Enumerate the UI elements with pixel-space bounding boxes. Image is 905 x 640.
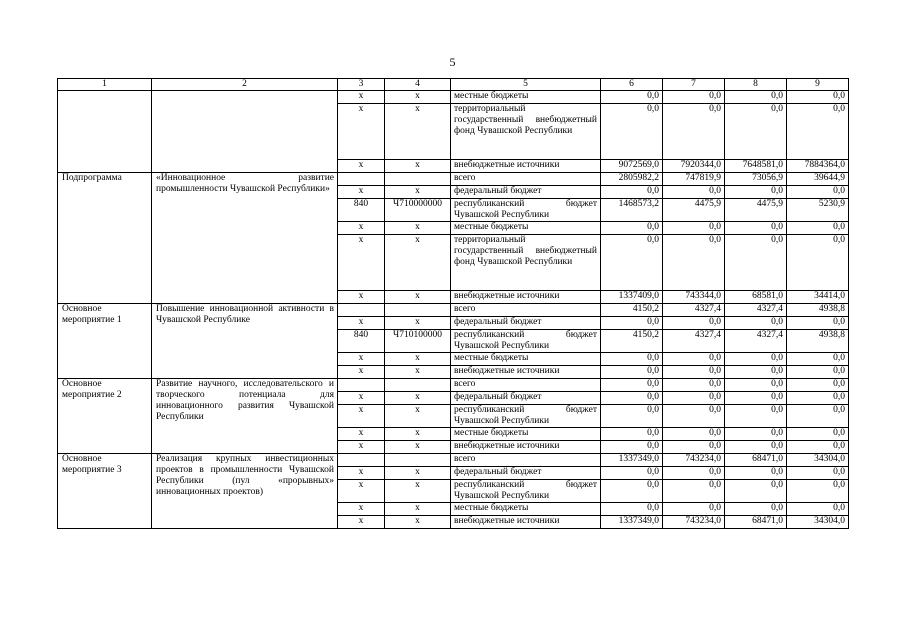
amount-cell: 0,0 [725,392,787,405]
ministry-code-cell: x [338,317,385,330]
ministry-code-cell: x [338,392,385,405]
amount-cell: 9072569,0 [601,160,663,173]
amount-cell: 4938,8 [787,304,849,317]
program-name-cell: «Инновационное развитие промышленности Чувашской Республики» [152,173,338,304]
funding-source-cell: местные бюджеты [451,503,601,516]
amount-cell: 0,0 [787,503,849,516]
ministry-code-cell: x [338,428,385,441]
budget-code-cell: x [385,235,451,291]
table-row [58,379,849,392]
ministry-code-cell: x [338,366,385,379]
header-cell: 2 [152,79,338,91]
amount-cell: 4475,9 [663,199,725,222]
amount-cell: 5230,9 [787,199,849,222]
budget-code-cell: x [385,428,451,441]
budget-code-cell: x [385,366,451,379]
budget-code-cell: x [385,392,451,405]
amount-cell: 0,0 [663,379,725,392]
amount-cell: 4327,4 [663,330,725,353]
budget-code-cell [385,304,451,317]
program-name-cell: Повышение инновационной активности в Чувашской Республике [152,304,338,379]
amount-cell: 743234,0 [663,516,725,529]
ministry-code-cell: x [338,441,385,454]
budget-code-cell: x [385,222,451,235]
budget-code-cell: Ч710100000 [385,330,451,353]
amount-cell: 0,0 [787,428,849,441]
amount-cell: 0,0 [601,503,663,516]
amount-cell: 0,0 [787,480,849,503]
budget-code-cell: x [385,91,451,104]
funding-source-cell: территориальный государственный внебюджетный фонд Чувашской Республики [451,235,601,291]
amount-cell: 0,0 [601,392,663,405]
amount-cell: 0,0 [663,353,725,366]
amount-cell: 0,0 [663,441,725,454]
header-cell: 3 [338,79,385,91]
budget-code-cell [385,454,451,467]
ministry-code-cell: x [338,467,385,480]
budget-code-cell: x [385,353,451,366]
funding-source-cell: республиканский бюджет Чувашской Республики [451,480,601,503]
amount-cell: 0,0 [601,235,663,291]
amount-cell: 0,0 [601,366,663,379]
ministry-code-cell: x [338,186,385,199]
ministry-code-cell: x [338,160,385,173]
amount-cell: 4938,8 [787,330,849,353]
amount-cell: 4150,2 [601,304,663,317]
amount-cell: 0,0 [663,480,725,503]
funding-source-cell: федеральный бюджет [451,186,601,199]
amount-cell: 0,0 [787,467,849,480]
amount-cell: 0,0 [601,379,663,392]
ministry-code-cell: x [338,291,385,304]
ministry-code-cell [338,379,385,392]
amount-cell: 0,0 [787,379,849,392]
ministry-code-cell: x [338,91,385,104]
amount-cell: 0,0 [663,428,725,441]
amount-cell: 39644,9 [787,173,849,186]
header-cell: 6 [601,79,663,91]
table-row [58,454,849,467]
amount-cell: 0,0 [787,405,849,428]
budget-code-cell: x [385,503,451,516]
amount-cell: 4150,2 [601,330,663,353]
funding-source-cell: всего [451,304,601,317]
amount-cell: 0,0 [601,405,663,428]
amount-cell: 0,0 [663,392,725,405]
funding-source-cell: республиканский бюджет Чувашской Республики [451,330,601,353]
funding-source-cell: внебюджетные источники [451,516,601,529]
budget-code-cell: x [385,405,451,428]
amount-cell: 0,0 [787,392,849,405]
page-number: 5 [449,55,456,69]
amount-cell: 743344,0 [663,291,725,304]
amount-cell: 0,0 [601,428,663,441]
amount-cell: 0,0 [601,441,663,454]
amount-cell: 0,0 [663,317,725,330]
amount-cell: 0,0 [601,467,663,480]
amount-cell: 0,0 [601,91,663,104]
funding-source-cell: местные бюджеты [451,91,601,104]
amount-cell: 34304,0 [787,454,849,467]
ministry-code-cell: x [338,104,385,160]
amount-cell: 0,0 [601,480,663,503]
amount-cell: 0,0 [787,366,849,379]
funding-source-cell: внебюджетные источники [451,160,601,173]
amount-cell: 743234,0 [663,454,725,467]
ministry-code-cell: 840 [338,330,385,353]
amount-cell: 0,0 [663,405,725,428]
amount-cell: 0,0 [663,222,725,235]
funding-source-cell: федеральный бюджет [451,467,601,480]
ministry-code-cell: 840 [338,199,385,222]
amount-cell: 0,0 [725,441,787,454]
funding-source-cell: местные бюджеты [451,428,601,441]
header-cell: 8 [725,79,787,91]
amount-cell: 7648581,0 [725,160,787,173]
program-name-cell [152,91,338,173]
funding-source-cell: местные бюджеты [451,353,601,366]
amount-cell: 0,0 [601,186,663,199]
ministry-code-cell [338,173,385,186]
ministry-code-cell: x [338,480,385,503]
amount-cell: 68471,0 [725,454,787,467]
budget-code-cell: x [385,160,451,173]
header-cell: 5 [451,79,601,91]
amount-cell: 4327,4 [663,304,725,317]
budget-code-cell: x [385,186,451,199]
amount-cell: 4475,9 [725,199,787,222]
amount-cell: 68471,0 [725,516,787,529]
table-row [58,173,849,186]
amount-cell: 0,0 [725,104,787,160]
amount-cell: 68581,0 [725,291,787,304]
funding-source-cell: местные бюджеты [451,222,601,235]
amount-cell: 0,0 [725,405,787,428]
funding-source-cell: всего [451,173,601,186]
amount-cell: 0,0 [725,353,787,366]
amount-cell: 0,0 [725,186,787,199]
amount-cell: 0,0 [601,353,663,366]
amount-cell: 0,0 [663,186,725,199]
amount-cell: 1337409,0 [601,291,663,304]
table-body [58,79,849,529]
ministry-code-cell [338,454,385,467]
budget-code-cell [385,173,451,186]
budget-code-cell: x [385,441,451,454]
ministry-code-cell: x [338,516,385,529]
funding-source-cell: внебюджетные источники [451,366,601,379]
funding-source-cell: всего [451,454,601,467]
amount-cell: 0,0 [787,235,849,291]
table-row [58,304,849,317]
amount-cell: 0,0 [663,91,725,104]
amount-cell: 7884364,0 [787,160,849,173]
amount-cell: 0,0 [725,235,787,291]
table-row [58,91,849,104]
program-type-cell [58,91,152,173]
amount-cell: 0,0 [787,186,849,199]
amount-cell: 2805982,2 [601,173,663,186]
ministry-code-cell: x [338,235,385,291]
ministry-code-cell: x [338,503,385,516]
amount-cell: 0,0 [725,366,787,379]
funding-source-cell: всего [451,379,601,392]
amount-cell: 34414,0 [787,291,849,304]
funding-source-cell: внебюджетные источники [451,441,601,454]
program-type-cell: Подпрограмма [58,173,152,304]
amount-cell: 0,0 [725,467,787,480]
ministry-code-cell: x [338,222,385,235]
amount-cell: 0,0 [787,91,849,104]
budget-table [57,78,849,529]
amount-cell: 34304,0 [787,516,849,529]
budget-code-cell: x [385,104,451,160]
amount-cell: 1468573,2 [601,199,663,222]
ministry-code-cell: x [338,353,385,366]
amount-cell: 0,0 [663,366,725,379]
funding-source-cell: федеральный бюджет [451,317,601,330]
amount-cell: 0,0 [725,379,787,392]
amount-cell: 0,0 [663,104,725,160]
amount-cell: 0,0 [787,353,849,366]
ministry-code-cell [338,304,385,317]
budget-code-cell: x [385,480,451,503]
amount-cell: 4327,4 [725,330,787,353]
budget-code-cell: Ч710000000 [385,199,451,222]
amount-cell: 0,0 [601,317,663,330]
amount-cell: 0,0 [725,428,787,441]
funding-source-cell: территориальный государственный внебюджетный фонд Чувашской Республики [451,104,601,160]
amount-cell: 1337349,0 [601,454,663,467]
amount-cell: 0,0 [725,317,787,330]
ministry-code-cell: x [338,405,385,428]
amount-cell: 4327,4 [725,304,787,317]
amount-cell: 0,0 [725,503,787,516]
amount-cell: 0,0 [601,222,663,235]
amount-cell: 747819,9 [663,173,725,186]
program-type-cell: Основное мероприятие 1 [58,304,152,379]
amount-cell: 0,0 [725,480,787,503]
budget-code-cell: x [385,516,451,529]
header-cell: 7 [663,79,725,91]
amount-cell: 0,0 [725,222,787,235]
amount-cell: 0,0 [663,467,725,480]
header-cell: 4 [385,79,451,91]
amount-cell: 0,0 [787,441,849,454]
amount-cell: 7920344,0 [663,160,725,173]
program-name-cell: Развитие научного, исследовательского и творческого потенциала для инновационного развития Чувашской Республики [152,379,338,454]
amount-cell: 0,0 [787,104,849,160]
amount-cell: 0,0 [725,91,787,104]
program-type-cell: Основное мероприятие 2 [58,379,152,454]
program-name-cell: Реализация крупных инвестиционных проектов в промышленности Чувашской Республики (пул «прорывных» инновационных проектов) [152,454,338,529]
budget-code-cell [385,379,451,392]
header-cell: 1 [58,79,152,91]
amount-cell: 73056,9 [725,173,787,186]
funding-source-cell: республиканский бюджет Чувашской Республики [451,199,601,222]
budget-code-cell: x [385,291,451,304]
amount-cell: 0,0 [601,104,663,160]
program-type-cell: Основное мероприятие 3 [58,454,152,529]
budget-code-cell: x [385,317,451,330]
header-cell: 9 [787,79,849,91]
amount-cell: 0,0 [787,222,849,235]
funding-source-cell: федеральный бюджет [451,392,601,405]
amount-cell: 0,0 [663,235,725,291]
budget-code-cell: x [385,467,451,480]
amount-cell: 0,0 [787,317,849,330]
header-row [58,79,849,91]
amount-cell: 0,0 [663,503,725,516]
funding-source-cell: республиканский бюджет Чувашской Республики [451,405,601,428]
amount-cell: 1337349,0 [601,516,663,529]
funding-source-cell: внебюджетные источники [451,291,601,304]
